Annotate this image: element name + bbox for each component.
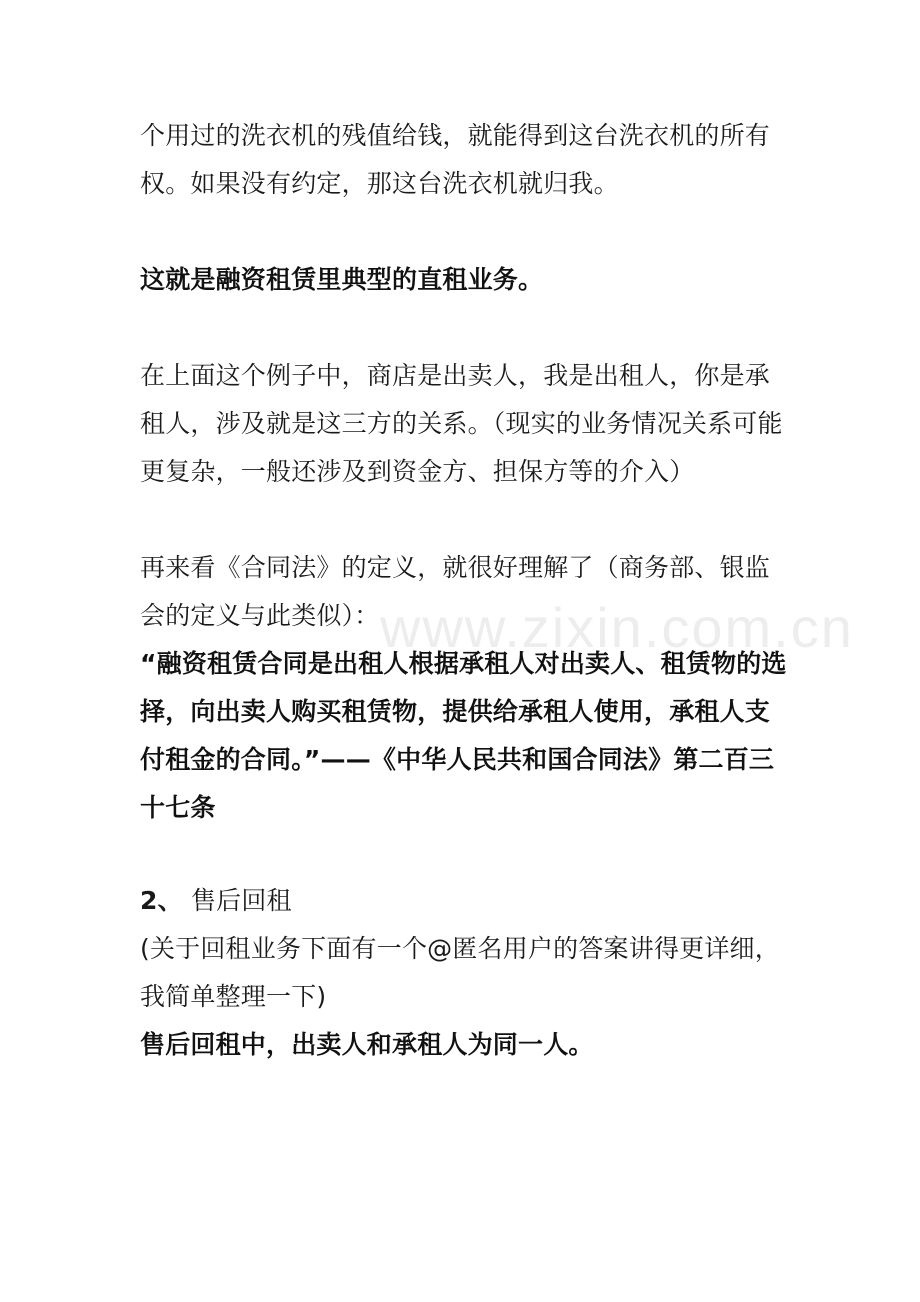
document-body bbox=[140, 112, 790, 1069]
paragraph-leaseback-definition: 售后回租中，出卖人和承租人为同一人。 bbox=[140, 1030, 594, 1059]
watermark: www.zixin.com.cn bbox=[380, 596, 854, 659]
section-title: 售后回租 bbox=[190, 886, 292, 915]
paragraph-direct-lease-summary: 这就是融资租赁里典型的直租业务。 bbox=[140, 265, 544, 294]
paragraph-three-parties: 在上面这个例子中，商店是出卖人，我是出租人，你是承租人，涉及就是这三方的关系。（现实的业务情况关系可能更复杂，一般还涉及到资金方、担保方等的介入） bbox=[140, 361, 783, 486]
spacer bbox=[140, 832, 790, 877]
section-number: 2、 bbox=[140, 886, 183, 915]
paragraph-contract-law-intro: 再来看《合同法》的定义，就很好理解了（商务部、银监会的定义与此类似）： bbox=[140, 553, 771, 630]
spacer bbox=[140, 208, 790, 256]
spacer bbox=[140, 496, 790, 544]
paragraph-residual-value: 个用过的洗衣机的残值给钱，就能得到这台洗衣机的所有权。如果没有约定，那这台洗衣机就归我。 bbox=[140, 121, 771, 198]
paragraph-leaseback-note: (关于回租业务下面有一个@匿名用户的答案讲得更详细，我简单整理一下) bbox=[140, 934, 780, 1011]
spacer bbox=[140, 304, 790, 352]
paragraph-contract-law-quote: “融资租赁合同是出租人根据承租人对出卖人、租赁物的选择，向出卖人购买租赁物，提供给承租人使用，承租人支付租金的合同。”——《中华人民共和国合同法》第二百三十七条 bbox=[140, 649, 787, 822]
section-heading-sale-leaseback bbox=[140, 877, 790, 925]
